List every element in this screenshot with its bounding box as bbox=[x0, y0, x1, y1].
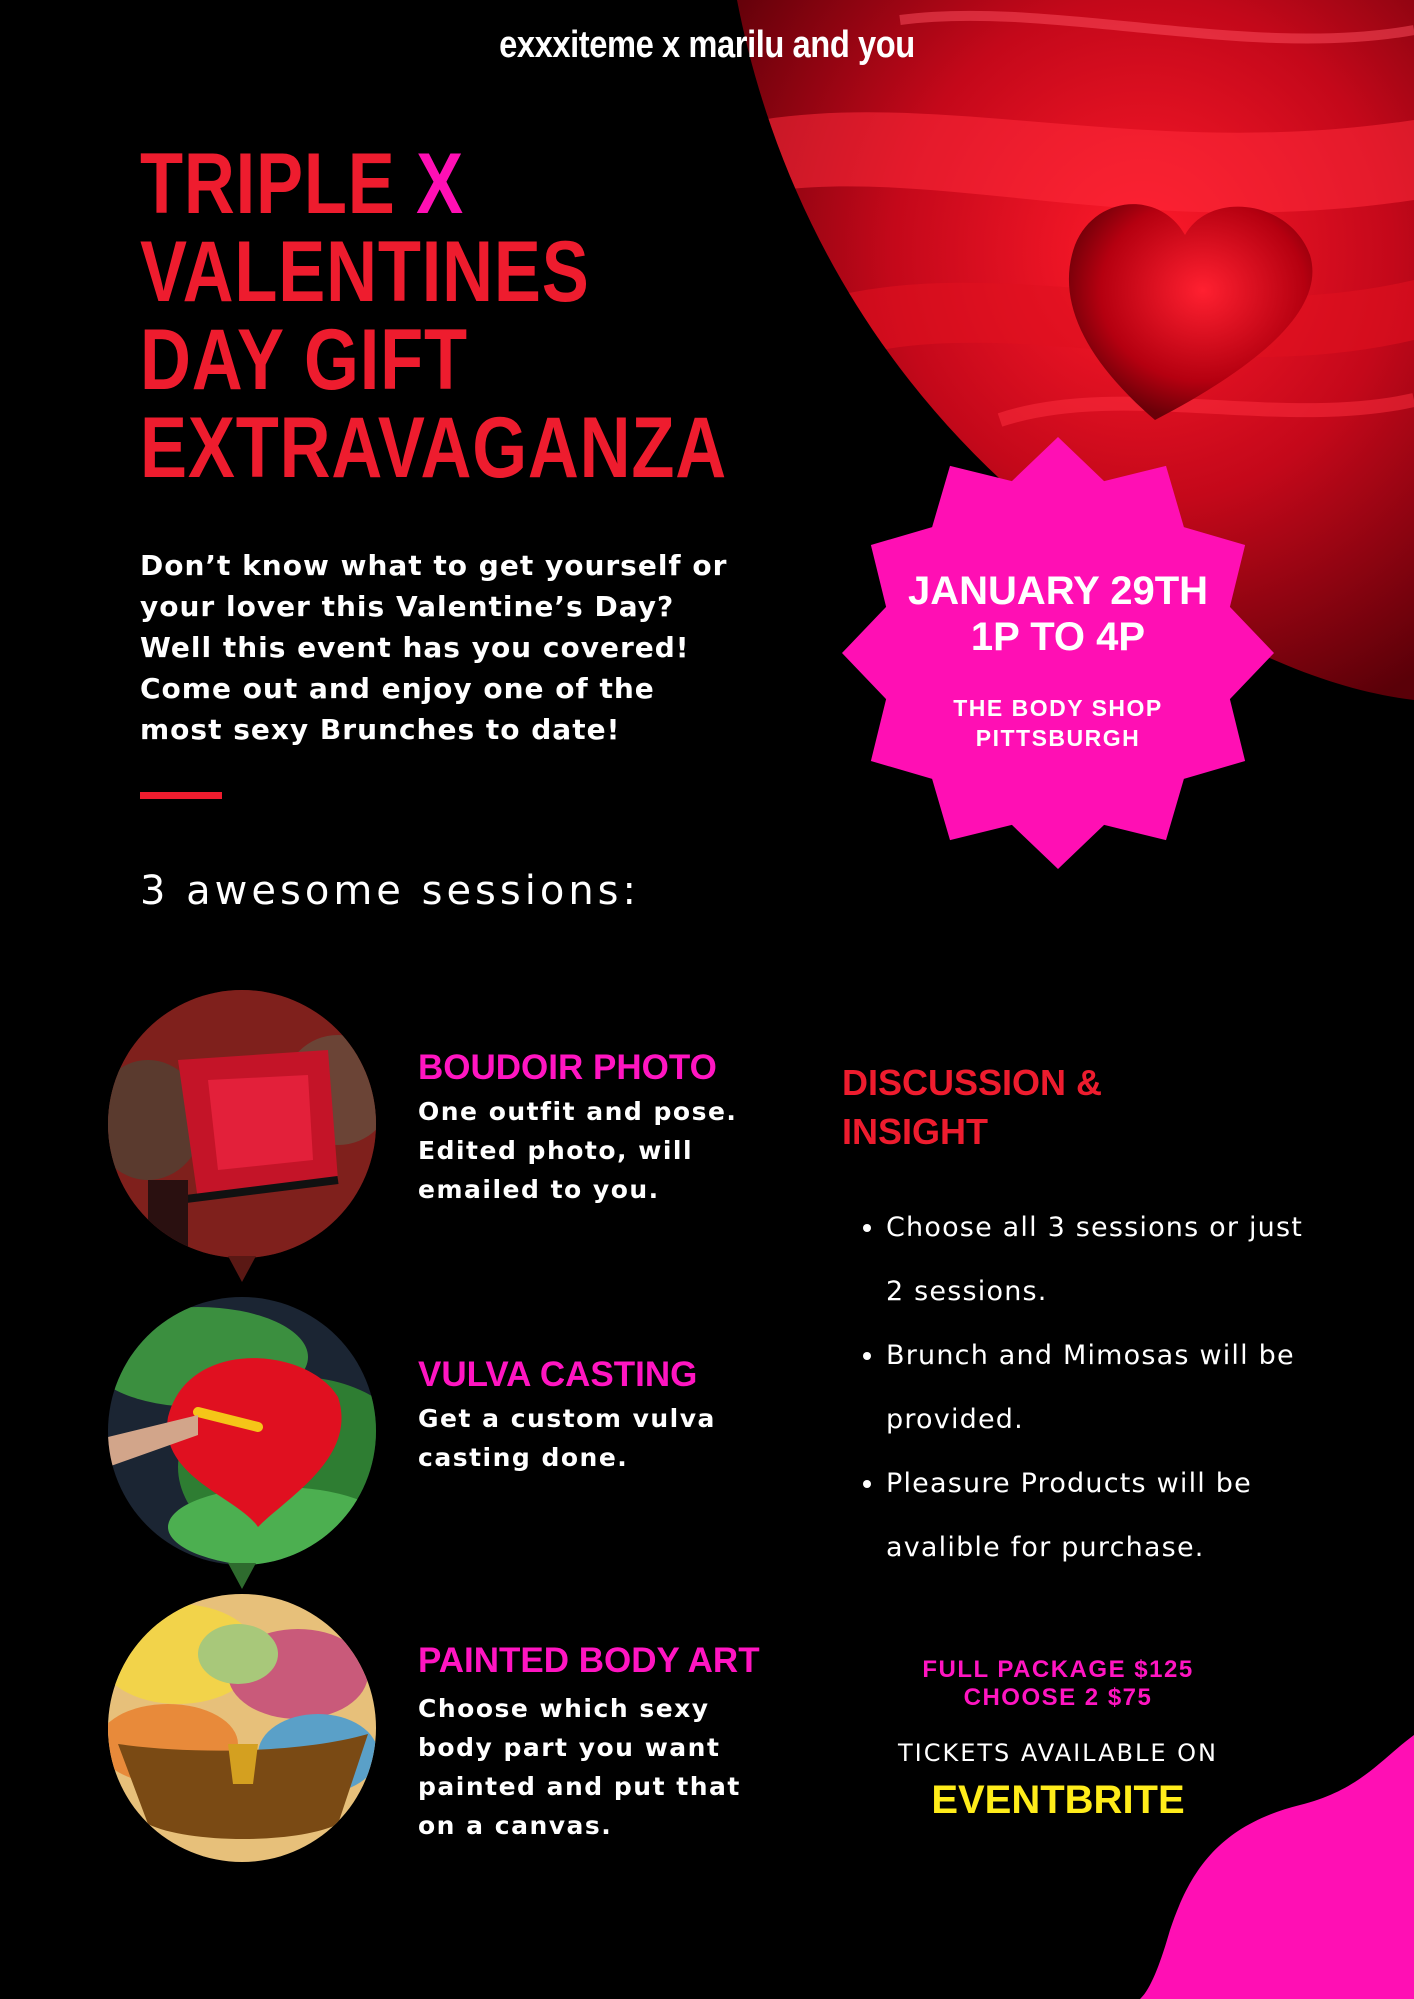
list-item: • Pleasure Products will be avalible for purchase. bbox=[886, 1452, 1316, 1580]
photo-pointer bbox=[228, 1256, 256, 1282]
eventbrite-link[interactable]: EVENTBRITE bbox=[931, 1778, 1185, 1822]
session-desc-bodyart: Choose which sexy body part you want painted and put that on a canvas. bbox=[418, 1694, 741, 1840]
title-line3: DAY GIFT bbox=[140, 312, 468, 408]
brand-header: exxxiteme x marilu and you bbox=[499, 24, 915, 66]
intro-text: Don’t know what to get yourself or your lover this Valentine’s Day? Well this event has you covered! Come out and enjoy one of the most sexy Brunches to date! bbox=[140, 549, 728, 746]
venue-line2: PITTSBURGH bbox=[975, 725, 1141, 751]
painted-body-photo bbox=[108, 1594, 376, 1862]
title-line4: EXTRAVAGANZA bbox=[140, 400, 728, 496]
session-title-boudoir: BOUDOIR PHOTO bbox=[418, 1048, 717, 1087]
session-desc-vulva: Get a custom vulva casting done. bbox=[418, 1404, 716, 1472]
price-choose2: CHOOSE 2 $75 bbox=[963, 1684, 1153, 1711]
list-item: • Brunch and Mimosas will be provided. bbox=[886, 1324, 1316, 1452]
badge-venue bbox=[842, 693, 1274, 753]
title-line1: TRIPLE bbox=[140, 136, 417, 232]
title-x: X bbox=[416, 136, 464, 232]
discussion-title: DISCUSSION & INSIGHT bbox=[842, 1062, 1103, 1152]
anthurium-flower-photo bbox=[108, 1297, 376, 1565]
badge-date bbox=[842, 568, 1274, 660]
price-full: FULL PACKAGE $125 bbox=[922, 1656, 1194, 1683]
event-title bbox=[140, 136, 728, 496]
divider bbox=[140, 792, 222, 799]
title-line2: VALENTINES bbox=[140, 224, 590, 320]
sessions-heading: 3 awesome sessions: bbox=[140, 868, 640, 914]
photo-pointer bbox=[228, 1563, 256, 1589]
session-title-vulva: VULVA CASTING bbox=[418, 1355, 698, 1394]
discussion-list bbox=[862, 1196, 1316, 1580]
event-date: JANUARY 29TH bbox=[907, 569, 1209, 613]
tickets-label: TICKETS AVAILABLE ON bbox=[898, 1739, 1218, 1767]
venue-line1: THE BODY SHOP bbox=[953, 695, 1163, 721]
event-time: 1P TO 4P bbox=[970, 615, 1146, 659]
pricing bbox=[842, 1656, 1274, 1712]
session-title-bodyart: PAINTED BODY ART bbox=[418, 1641, 760, 1680]
list-item: • Choose all 3 sessions or just 2 sessions. bbox=[886, 1196, 1316, 1324]
session-desc-boudoir: One outfit and pose. Edited photo, will emailed to you. bbox=[418, 1097, 738, 1204]
corset-photo bbox=[108, 990, 376, 1258]
